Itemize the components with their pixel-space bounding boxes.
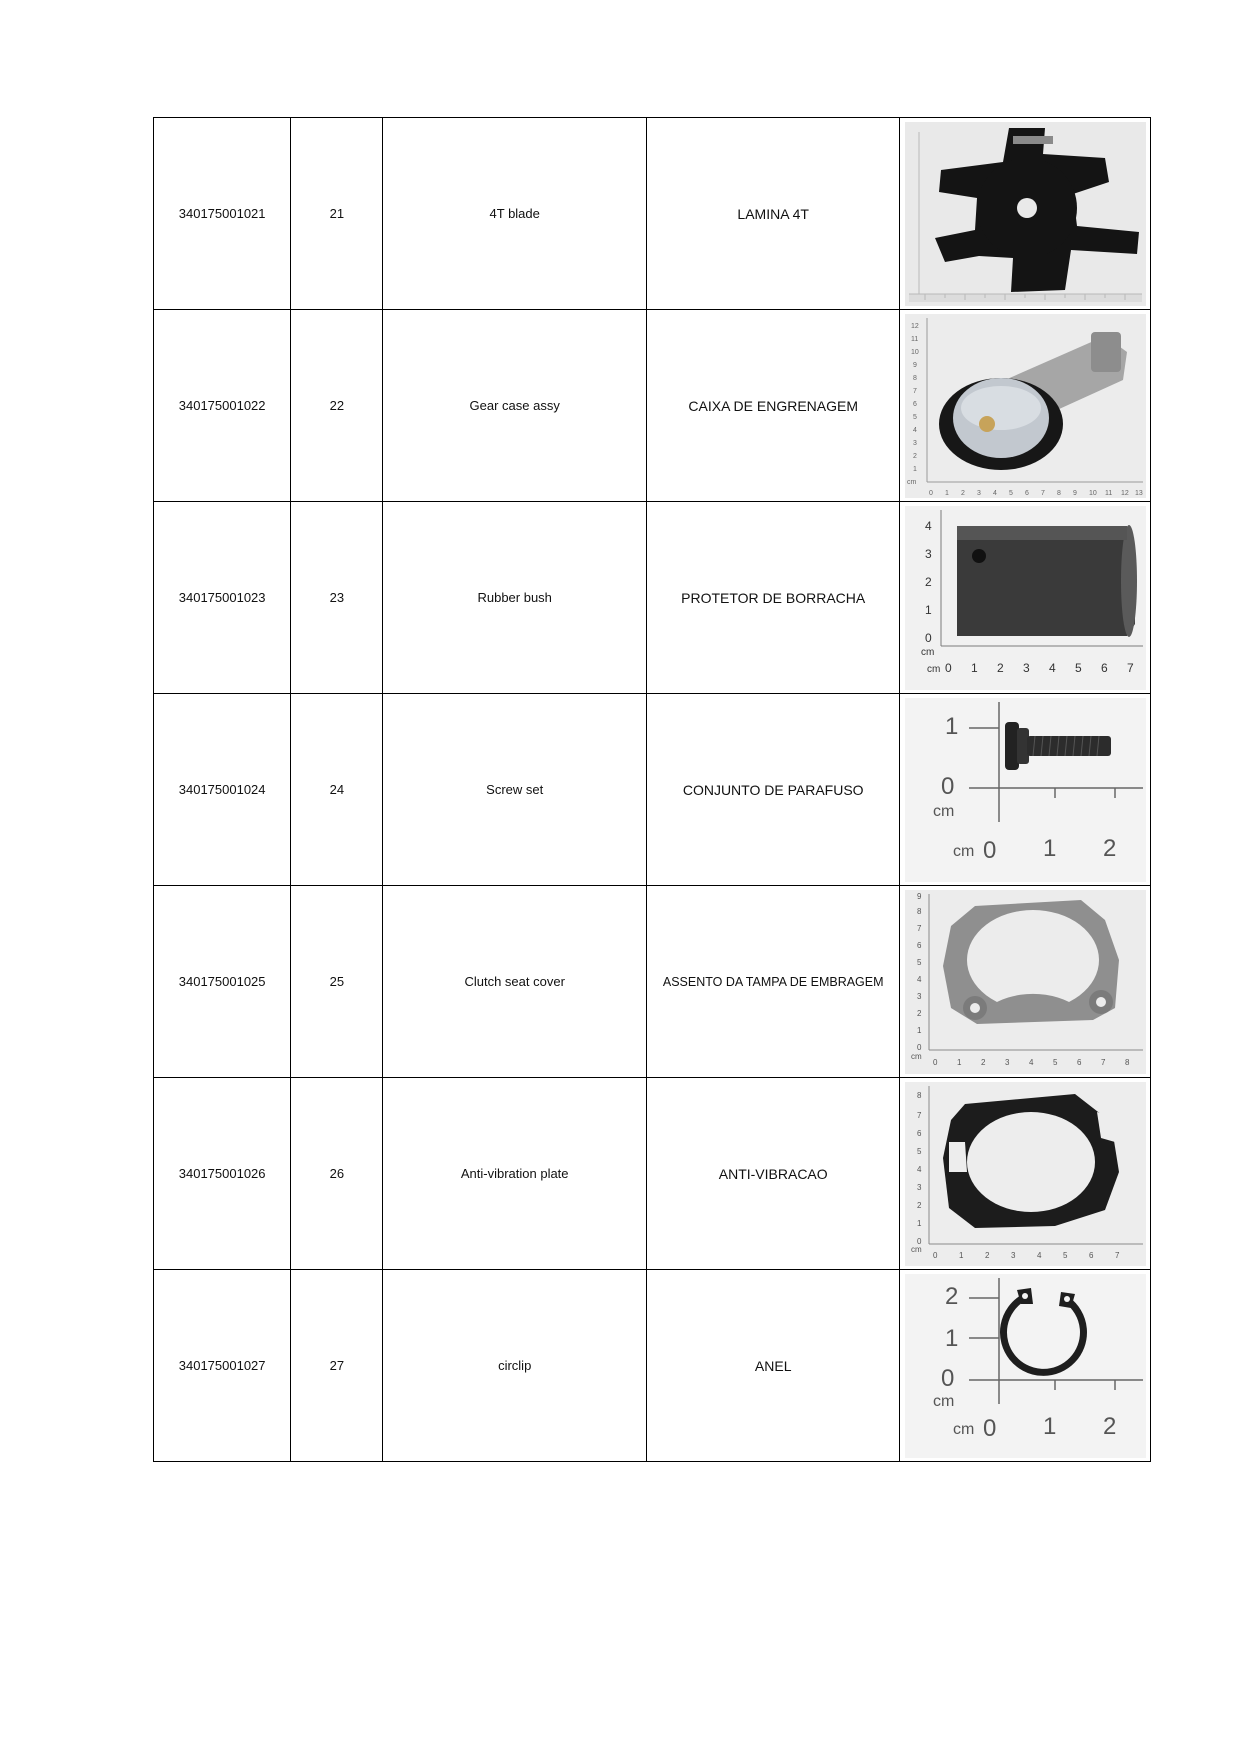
part-code: 340175001024 — [154, 694, 291, 886]
anti-vibration-plate-icon — [905, 1082, 1146, 1266]
svg-text:cm: cm — [932, 802, 955, 820]
svg-text:1: 1 — [1042, 834, 1057, 862]
svg-text:5: 5 — [912, 413, 917, 421]
svg-text:0: 0 — [932, 1250, 938, 1260]
svg-text:5: 5 — [916, 957, 922, 967]
table-row — [154, 694, 1151, 886]
part-name-en: 4T blade — [383, 118, 647, 310]
circlip-icon — [905, 1274, 1146, 1458]
part-photo-cell — [900, 310, 1151, 502]
svg-text:cm: cm — [932, 1392, 955, 1410]
svg-text:4: 4 — [916, 974, 922, 984]
svg-text:8: 8 — [1056, 489, 1061, 497]
table-row — [154, 886, 1151, 1078]
part-name-pt: ANEL — [646, 1270, 900, 1462]
svg-text:7: 7 — [916, 923, 922, 933]
part-photo-cell — [900, 694, 1151, 886]
svg-text:0: 0 — [916, 1236, 922, 1246]
svg-text:1: 1 — [916, 1025, 922, 1035]
part-code: 340175001022 — [154, 310, 291, 502]
gear-case-icon — [905, 314, 1146, 498]
svg-text:1: 1 — [956, 1057, 962, 1067]
part-photo-cell — [900, 502, 1151, 694]
svg-text:0: 0 — [916, 1042, 922, 1052]
svg-text:1: 1 — [944, 712, 959, 740]
svg-text:5: 5 — [1052, 1057, 1058, 1067]
table-row — [154, 502, 1151, 694]
svg-text:8: 8 — [916, 1090, 922, 1100]
svg-text:cm: cm — [952, 842, 975, 860]
screw-icon — [905, 698, 1146, 882]
svg-text:0: 0 — [940, 772, 955, 800]
svg-text:cm: cm — [910, 1051, 922, 1061]
part-name-en: Rubber bush — [383, 502, 647, 694]
svg-text:0: 0 — [932, 1057, 938, 1067]
svg-text:4: 4 — [916, 1164, 922, 1174]
svg-text:cm: cm — [910, 1244, 922, 1254]
svg-text:cm: cm — [906, 478, 917, 486]
svg-text:3: 3 — [1022, 660, 1030, 675]
table-row — [154, 310, 1151, 502]
part-number: 25 — [291, 886, 383, 1078]
svg-text:7: 7 — [912, 387, 917, 395]
svg-text:1: 1 — [912, 465, 917, 473]
svg-text:1: 1 — [944, 489, 949, 497]
svg-text:6: 6 — [1076, 1057, 1082, 1067]
part-name-en: Screw set — [383, 694, 647, 886]
svg-text:6: 6 — [1100, 660, 1108, 675]
svg-text:cm: cm — [920, 646, 935, 658]
svg-text:4: 4 — [924, 518, 932, 533]
svg-text:3: 3 — [916, 991, 922, 1001]
svg-text:7: 7 — [1114, 1250, 1120, 1260]
svg-text:3: 3 — [976, 489, 981, 497]
table-row — [154, 118, 1151, 310]
table-row — [154, 1078, 1151, 1270]
parts-table — [153, 117, 1151, 1462]
svg-text:0: 0 — [928, 489, 933, 497]
svg-text:3: 3 — [912, 439, 917, 447]
svg-text:1: 1 — [958, 1250, 964, 1260]
part-photo-cell — [900, 118, 1151, 310]
svg-text:13: 13 — [1134, 489, 1143, 497]
svg-text:2: 2 — [916, 1008, 922, 1018]
svg-text:2: 2 — [984, 1250, 990, 1260]
part-name-pt: CAIXA DE ENGRENAGEM — [646, 310, 900, 502]
part-photo-cell — [900, 886, 1151, 1078]
svg-text:10: 10 — [910, 348, 919, 356]
svg-text:9: 9 — [916, 891, 922, 901]
svg-text:1: 1 — [1042, 1412, 1057, 1440]
four-tooth-blade-icon — [905, 122, 1146, 306]
part-number: 21 — [291, 118, 383, 310]
part-name-pt: CONJUNTO DE PARAFUSO — [646, 694, 900, 886]
svg-text:8: 8 — [912, 374, 917, 382]
part-code: 340175001026 — [154, 1078, 291, 1270]
svg-text:6: 6 — [1024, 489, 1029, 497]
svg-text:7: 7 — [1040, 489, 1045, 497]
svg-text:3: 3 — [916, 1182, 922, 1192]
rubber-bush-icon — [905, 506, 1146, 690]
svg-text:7: 7 — [1126, 660, 1134, 675]
svg-text:6: 6 — [916, 1128, 922, 1138]
part-number: 23 — [291, 502, 383, 694]
svg-text:3: 3 — [1004, 1057, 1010, 1067]
svg-text:4: 4 — [1028, 1057, 1034, 1067]
svg-text:9: 9 — [912, 361, 917, 369]
part-name-en: Clutch seat cover — [383, 886, 647, 1078]
part-code: 340175001023 — [154, 502, 291, 694]
part-name-pt: PROTETOR DE BORRACHA — [646, 502, 900, 694]
svg-text:2: 2 — [980, 1057, 986, 1067]
part-name-en: Gear case assy — [383, 310, 647, 502]
svg-text:11: 11 — [1104, 489, 1112, 497]
part-photo-cell — [900, 1270, 1151, 1462]
svg-text:2: 2 — [996, 660, 1004, 675]
svg-text:11: 11 — [910, 335, 918, 343]
svg-text:12: 12 — [1120, 489, 1129, 497]
svg-text:2: 2 — [912, 452, 917, 460]
svg-text:7: 7 — [1100, 1057, 1106, 1067]
svg-text:4: 4 — [992, 489, 997, 497]
svg-text:6: 6 — [1088, 1250, 1094, 1260]
part-number: 26 — [291, 1078, 383, 1270]
table-row — [154, 1270, 1151, 1462]
svg-text:2: 2 — [1102, 834, 1117, 862]
part-name-en: circlip — [383, 1270, 647, 1462]
svg-text:12: 12 — [910, 322, 919, 330]
svg-text:4: 4 — [912, 426, 917, 434]
svg-text:0: 0 — [940, 1364, 955, 1392]
svg-text:0: 0 — [982, 836, 997, 864]
svg-text:cm: cm — [952, 1420, 975, 1438]
svg-text:1: 1 — [916, 1218, 922, 1228]
svg-text:5: 5 — [916, 1146, 922, 1156]
svg-text:5: 5 — [1008, 489, 1013, 497]
part-name-pt: LAMINA 4T — [646, 118, 900, 310]
part-number: 24 — [291, 694, 383, 886]
part-number: 22 — [291, 310, 383, 502]
part-code: 340175001021 — [154, 118, 291, 310]
part-code: 340175001025 — [154, 886, 291, 1078]
svg-text:6: 6 — [912, 400, 917, 408]
svg-text:7: 7 — [916, 1110, 922, 1120]
svg-text:2: 2 — [924, 574, 932, 589]
svg-text:2: 2 — [944, 1282, 959, 1310]
svg-text:6: 6 — [916, 940, 922, 950]
svg-text:2: 2 — [1102, 1412, 1117, 1440]
svg-text:1: 1 — [944, 1324, 959, 1352]
part-number: 27 — [291, 1270, 383, 1462]
svg-text:10: 10 — [1088, 489, 1097, 497]
svg-text:1: 1 — [970, 660, 978, 675]
clutch-seat-cover-icon — [905, 890, 1146, 1074]
svg-text:2: 2 — [916, 1200, 922, 1210]
svg-text:4: 4 — [1048, 660, 1056, 675]
part-name-pt: ASSENTO DA TAMPA DE EMBRAGEM — [646, 886, 900, 1078]
part-name-en: Anti-vibration plate — [383, 1078, 647, 1270]
svg-text:0: 0 — [924, 630, 932, 645]
svg-text:5: 5 — [1074, 660, 1082, 675]
svg-text:2: 2 — [960, 489, 965, 497]
svg-text:cm: cm — [926, 663, 941, 675]
svg-text:0: 0 — [944, 660, 952, 675]
svg-text:3: 3 — [1010, 1250, 1016, 1260]
svg-text:5: 5 — [1062, 1250, 1068, 1260]
part-code: 340175001027 — [154, 1270, 291, 1462]
svg-text:4: 4 — [1036, 1250, 1042, 1260]
part-photo-cell — [900, 1078, 1151, 1270]
svg-text:8: 8 — [1124, 1057, 1130, 1067]
part-name-pt: ANTI-VIBRACAO — [646, 1078, 900, 1270]
svg-text:8: 8 — [916, 906, 922, 916]
svg-text:1: 1 — [924, 602, 932, 617]
svg-text:0: 0 — [982, 1414, 997, 1442]
svg-text:3: 3 — [924, 546, 932, 561]
svg-text:9: 9 — [1072, 489, 1077, 497]
